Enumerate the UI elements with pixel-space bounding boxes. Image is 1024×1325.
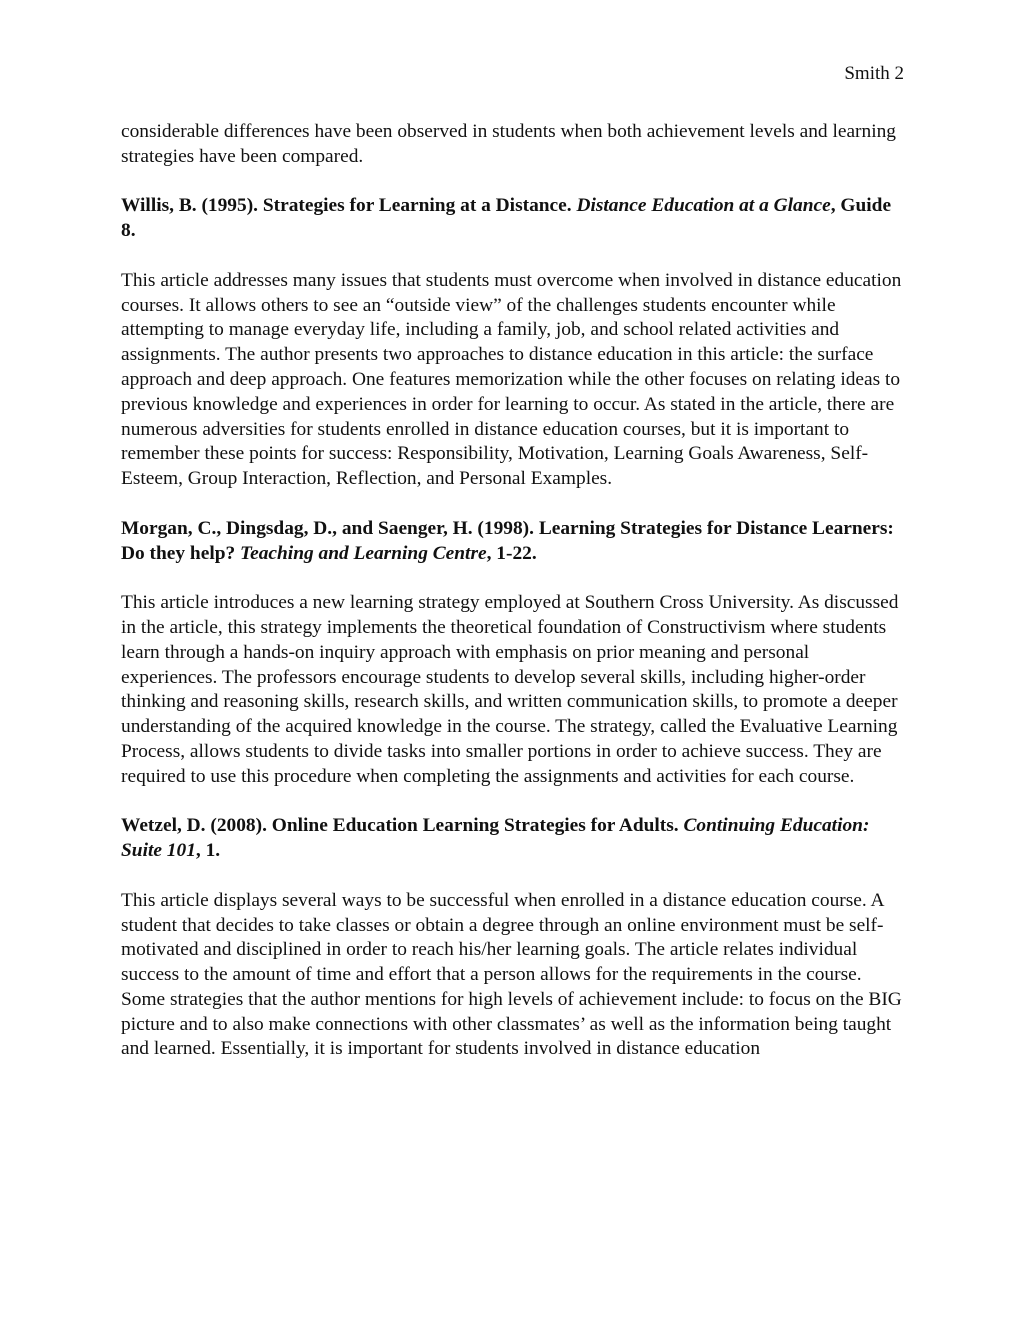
citation-text: Willis, B. (1995). Strategies for Learning at a Distance. — [121, 195, 577, 217]
body-paragraph: This article addresses many issues that students must overcome when involved in distance education courses. It allows others to see an “outside view” of the challenges students encounter while attempting to manage everyday life, including a family, job, and school related activities and assignments. The author presents two approaches to distance education in this article: the surface approach and deep approach. One features memorization while the other focuses on relating ideas to previous knowledge and experiences in order for learning to occur. As stated in the article, there are numerous adversities for students enrolled in distance education courses, but it is important to remember these points for success: Responsibility, Motivation, Learning Goals Awareness, Self-Esteem, Group Interaction, Reflection, and Personal Examples. — [121, 269, 902, 490]
body-paragraph: This article displays several ways to be successful when enrolled in a distance education course. A student that decides to take classes or obtain a degree through an online environment must be self-motivated and disciplined in order to reach his/her learning goals. The article relates individual success to the amount of time and effort that a person allows for the requirements in the course. Some strategies that the author mentions for high levels of achievement include: to focus on the BIG picture and to also make connections with other classmates’ as well as the information being taught and learned. Essentially, it is important for students involved in distance education — [121, 889, 902, 1060]
document-body — [121, 120, 909, 1087]
running-head: Smith 2 — [844, 63, 904, 84]
citation-source: Continuing Education: Suite 101 — [121, 815, 870, 862]
citation-tail: , 1-22. — [486, 542, 537, 564]
citation-morgan — [121, 517, 909, 567]
citation-tail: , 1. — [195, 840, 221, 862]
citation-source: Distance Education at a Glance — [576, 195, 831, 217]
citation-source: Teaching and Learning Centre — [240, 542, 487, 564]
citation-willis — [121, 194, 909, 244]
citation-text: Morgan, C., Dingsdag, D., and Saenger, H. (1998). Learning Strategies for Distance Learners: Do they help? — [121, 517, 894, 564]
body-paragraph: considerable differences have been observed in students when both achievement levels and learning strategies have been compared. — [121, 121, 896, 167]
citation-wetzel — [121, 814, 909, 864]
citation-text: Wetzel, D. (2008). Online Education Learning Strategies for Adults. — [121, 815, 684, 837]
body-paragraph: This article introduces a new learning strategy employed at Southern Cross University. As discussed in the article, this strategy implements the theoretical foundation of Constructivism where students learn through a hands-on inquiry approach with emphasis on prior meaning and personal experiences. The professors encourage students to develop several skills, including higher-order thinking and reasoning skills, research skills, and written communication skills, to promote a deeper understanding of the acquired knowledge in the course. The strategy, called the Evaluative Learning Process, allows students to divide tasks into smaller portions in order to achieve success. They are required to use this procedure when completing the assignments and activities for each course. — [121, 592, 899, 787]
citation-tail: , Guide 8. — [121, 195, 892, 242]
